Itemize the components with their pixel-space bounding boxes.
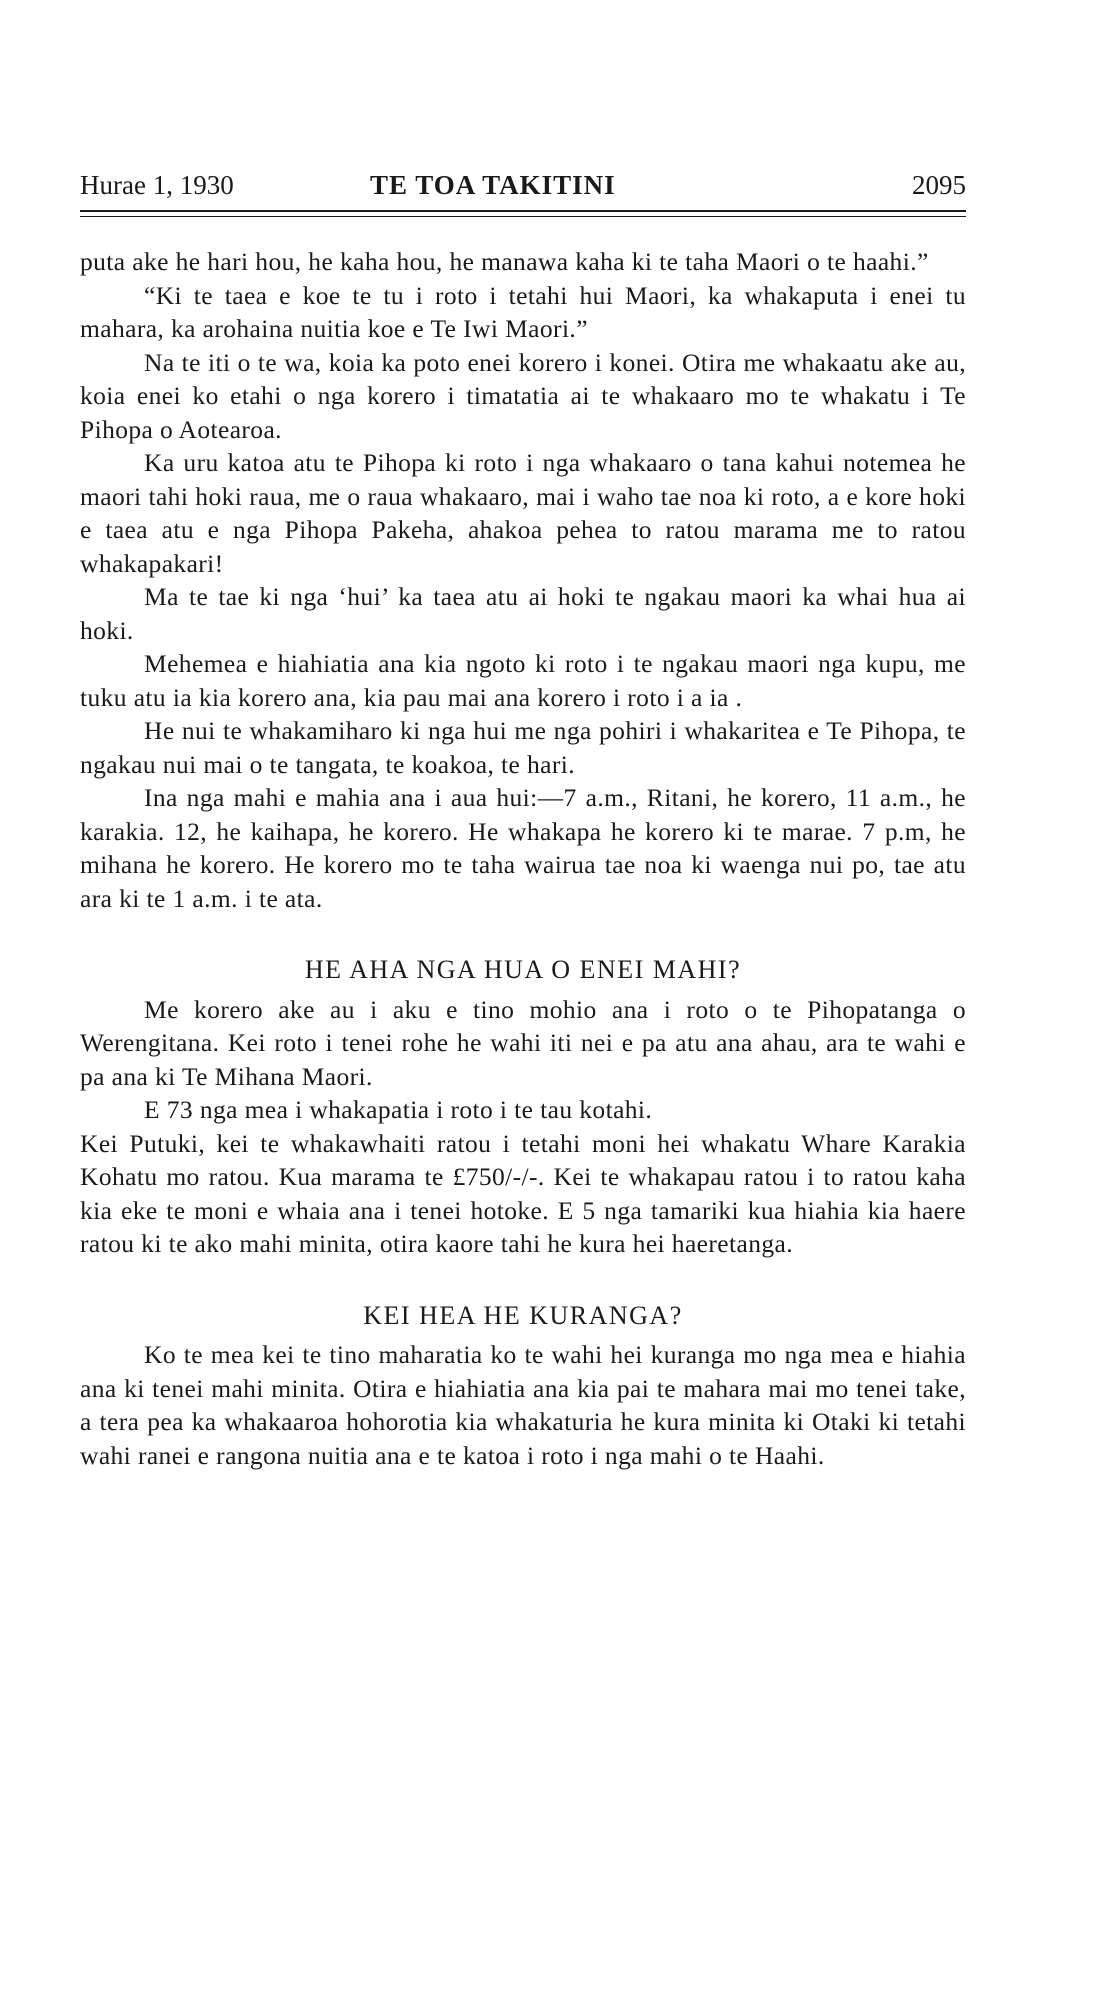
paragraph: Ko te mea kei te tino maharatia ko te wahi hei kuranga mo nga mea e hiahia ana ki tenei mahi minita. Otira e hiahiatia ana kia pai te mahara mai mo tenei take, a tera pea ka whakaaroa hohorotia kia whakaturia he kura minita ki Otaki ki tetahi wahi ranei e rangona nuitia ana e te katoa i roto i nga mahi o te Haahi. [80, 1340, 966, 1470]
page-number: 2095 [912, 170, 966, 200]
section-heading: KEI HEA HE KURANGA? [363, 1300, 683, 1330]
paragraph: puta ake he hari hou, he kaha hou, he manawa kaha ki te taha Maori o te haahi.” [80, 247, 929, 276]
paragraph: Na te iti o te wa, koia ka poto enei korero i konei. Otira me whakaatu ake au, koia enei ko etahi o nga korero i timatatia ai te whakaaro mo te whakatu i Te Pihopa o Aotearoa. [80, 347, 966, 444]
header-title: TE TOA TAKITINI [370, 170, 616, 200]
article-body [80, 245, 966, 1472]
page [80, 170, 966, 1472]
paragraph: Mehemea e hiahiatia ana kia ngoto ki roto i te ngakau maori nga kupu, me tuku atu ia kia korero ana, kia pau mai ana korero i roto i a ia . [80, 649, 966, 712]
header-date: Hurae 1, 1930 [80, 170, 234, 200]
paragraph: Me korero ake au i aku e tino mohio ana i roto o te Pihopatanga o Werengitana. Kei roto i tenei rohe he wahi iti nei e pa atu ana ahau, ara te wahi e pa ana ki Te Mihana Maori. [80, 994, 966, 1091]
paragraph: Ma te tae ki nga ‘hui’ ka taea atu ai hoki te ngakau maori ka whai hua ai hoki. [80, 582, 966, 645]
paragraph: Ka uru katoa atu te Pihopa ki roto i nga whakaaro o tana kahui notemea he maori tahi hoki raua, me o raua whakaaro, mai i waho tae noa ki roto, a e kore hoki e taea atu e nga Pihopa Pakeha, ahakoa pehea to ratou marama me to ratou whakapakari! [80, 448, 966, 578]
paragraph: He nui te whakamiharo ki nga hui me nga pohiri i whakaritea e Te Pihopa, te ngakau nui mai o te tangata, te koakoa, te hari. [80, 716, 966, 779]
running-head [80, 170, 966, 210]
paragraph: Kei Putuki, kei te whakawhaiti ratou i tetahi moni hei whakatu Whare Karakia Kohatu mo ratou. Kua marama te £750/-/-. Kei te whakapau ratou i to ratou kaha kia eke te moni e whaia ana i tenei hotoke. E 5 nga tamariki kua hiahia kia haere ratou ki te ako mahi minita, otira kaore tahi he kura hei haeretanga. [80, 1128, 966, 1258]
paragraph: E 73 nga mea i whakapatia i roto i te tau kotahi. [144, 1095, 653, 1124]
section-heading: HE AHA NGA HUA O ENEI MAHI? [304, 955, 742, 984]
header-rule [80, 210, 966, 217]
paragraph: “Ki te taea e koe te tu i roto i tetahi hui Maori, ka whakaputa i enei tu mahara, ka arohaina nuitia koe e Te Iwi Maori.” [80, 280, 966, 343]
paragraph: Ina nga mahi e mahia ana i aua hui:—7 a.m., Ritani, he korero, 11 a.m., he karakia. 12, he kaihapa, he korero. He whakapa he korero ki te marae. 7 p.m, he mihana he korero. He korero mo te taha wairua tae noa ki waenga nui po, tae atu ara ki te 1 a.m. i te ata. [80, 783, 966, 913]
